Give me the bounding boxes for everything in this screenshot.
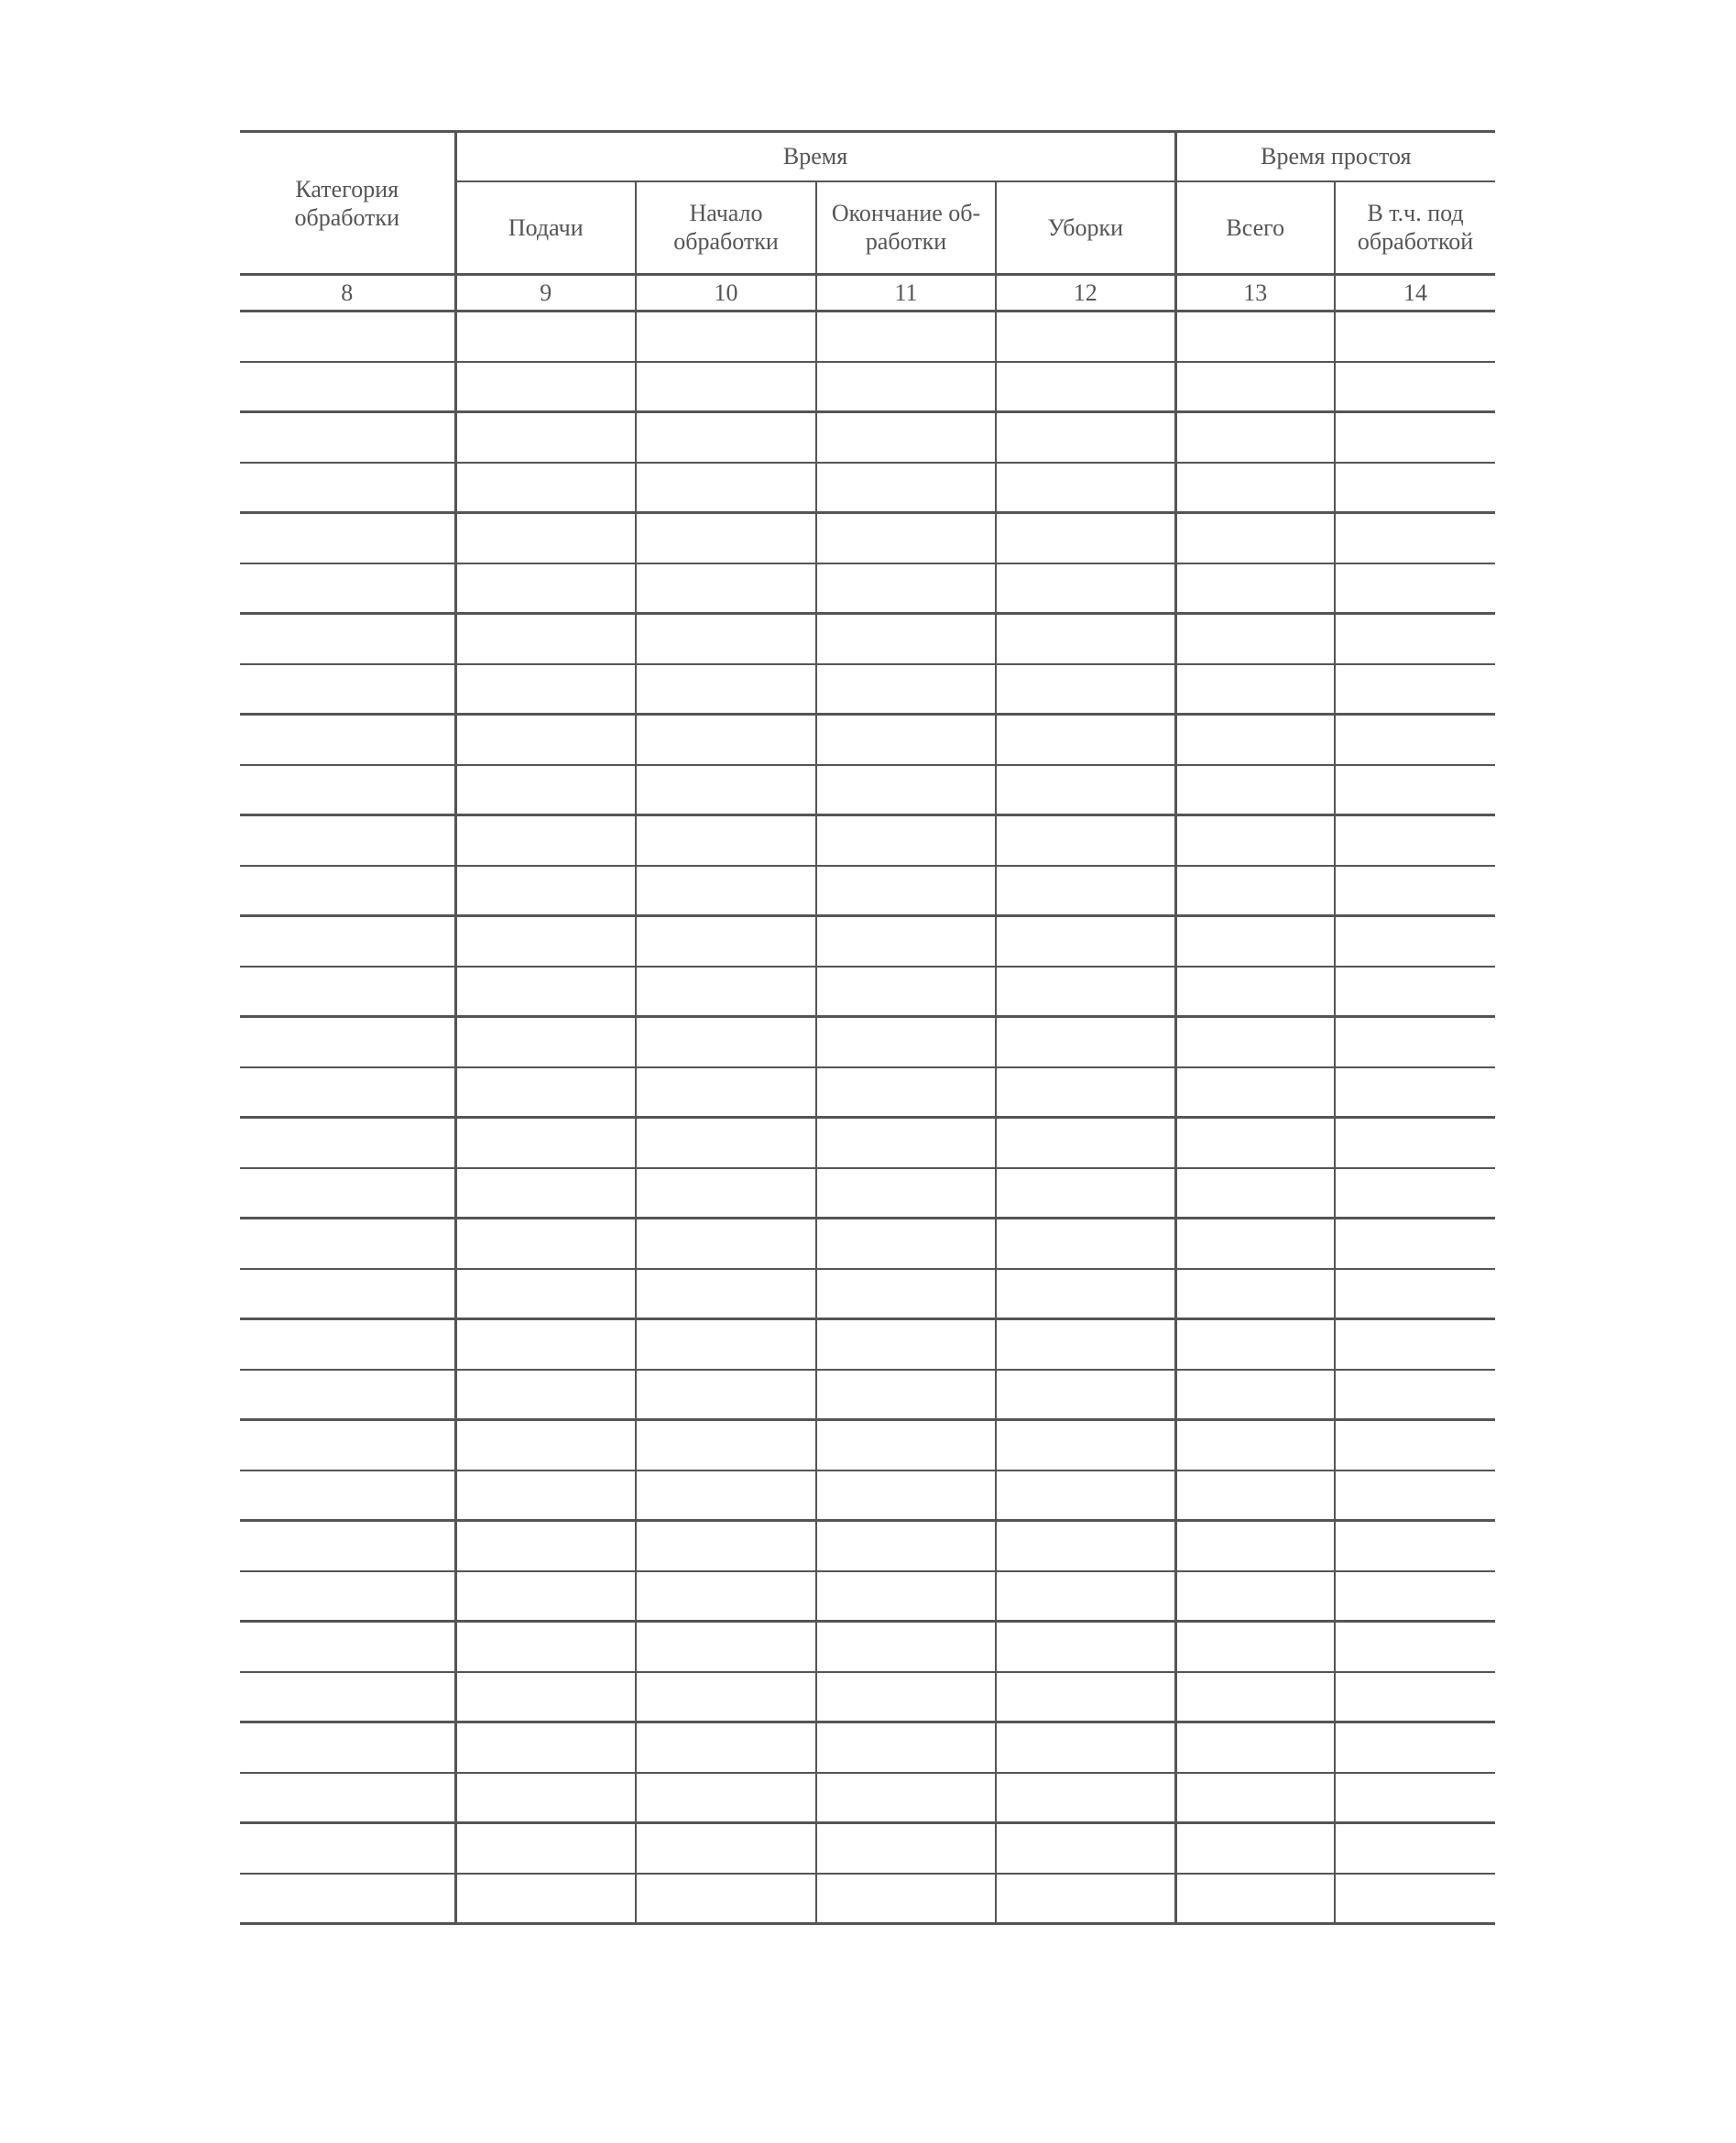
table-cell[interactable] bbox=[636, 1067, 816, 1118]
table-cell[interactable] bbox=[636, 1773, 816, 1823]
table-cell[interactable] bbox=[1335, 1319, 1495, 1370]
table-cell[interactable] bbox=[240, 563, 455, 614]
table-cell[interactable] bbox=[996, 463, 1175, 513]
col-number: 10 bbox=[636, 275, 816, 312]
table-cell[interactable] bbox=[240, 715, 455, 765]
table-cell[interactable] bbox=[636, 1118, 816, 1168]
table-cell[interactable] bbox=[636, 1622, 816, 1672]
table-cell[interactable] bbox=[455, 1773, 636, 1823]
table-cell[interactable] bbox=[816, 1874, 996, 1924]
table-cell[interactable] bbox=[455, 513, 636, 563]
table-cell[interactable] bbox=[1335, 664, 1495, 715]
table-cell[interactable] bbox=[1175, 1017, 1335, 1067]
table-row bbox=[240, 1874, 1495, 1924]
table-cell[interactable] bbox=[1335, 1874, 1495, 1924]
col-number: 8 bbox=[240, 275, 455, 312]
col-header-start: Начало обработки bbox=[636, 181, 816, 275]
table-cell[interactable] bbox=[455, 463, 636, 513]
table-row bbox=[240, 1118, 1495, 1168]
table-cell[interactable] bbox=[636, 765, 816, 815]
table-cell[interactable] bbox=[996, 1773, 1175, 1823]
table-cell[interactable] bbox=[1335, 967, 1495, 1017]
table-cell[interactable] bbox=[240, 664, 455, 715]
table-row bbox=[240, 1622, 1495, 1672]
table-cell[interactable] bbox=[240, 312, 455, 362]
table-cell[interactable] bbox=[455, 967, 636, 1017]
table-cell[interactable] bbox=[1335, 1823, 1495, 1874]
table-cell[interactable] bbox=[455, 1874, 636, 1924]
table-cell[interactable] bbox=[240, 1269, 455, 1319]
table-body bbox=[240, 312, 1495, 1924]
table-cell[interactable] bbox=[816, 1571, 996, 1622]
table-cell[interactable] bbox=[1335, 312, 1495, 362]
table-cell[interactable] bbox=[1335, 765, 1495, 815]
table-row bbox=[240, 362, 1495, 412]
table-cell[interactable] bbox=[996, 664, 1175, 715]
table-cell[interactable] bbox=[1335, 866, 1495, 916]
table-cell[interactable] bbox=[1175, 1219, 1335, 1269]
table-cell[interactable] bbox=[996, 815, 1175, 866]
table-cell[interactable] bbox=[240, 362, 455, 412]
table-cell[interactable] bbox=[240, 614, 455, 664]
table-cell[interactable] bbox=[636, 312, 816, 362]
table-cell[interactable] bbox=[816, 1219, 996, 1269]
table-cell[interactable] bbox=[816, 866, 996, 916]
table-row bbox=[240, 1017, 1495, 1067]
table-cell[interactable] bbox=[1175, 1874, 1335, 1924]
table-cell[interactable] bbox=[996, 1269, 1175, 1319]
table-cell[interactable] bbox=[1175, 1420, 1335, 1471]
table-cell[interactable] bbox=[816, 1370, 996, 1420]
table-cell[interactable] bbox=[1175, 967, 1335, 1017]
table-cell[interactable] bbox=[816, 513, 996, 563]
table-cell[interactable] bbox=[816, 563, 996, 614]
table-cell[interactable] bbox=[1335, 1471, 1495, 1521]
table-cell[interactable] bbox=[455, 312, 636, 362]
table-cell[interactable] bbox=[636, 614, 816, 664]
table-cell[interactable] bbox=[1175, 1370, 1335, 1420]
table-cell[interactable] bbox=[636, 1722, 816, 1773]
table-cell[interactable] bbox=[455, 1471, 636, 1521]
table-cell[interactable] bbox=[1335, 1622, 1495, 1672]
table-cell[interactable] bbox=[816, 1319, 996, 1370]
category-header: Категория обработки bbox=[240, 132, 455, 275]
time-group-header: Время bbox=[455, 132, 1175, 181]
table-cell[interactable] bbox=[1175, 1168, 1335, 1219]
table-cell[interactable] bbox=[240, 1722, 455, 1773]
table-cell[interactable] bbox=[1175, 1823, 1335, 1874]
table-cell[interactable] bbox=[996, 1874, 1175, 1924]
table-cell[interactable] bbox=[455, 1017, 636, 1067]
table-cell[interactable] bbox=[996, 916, 1175, 967]
table-cell[interactable] bbox=[240, 1773, 455, 1823]
table-cell[interactable] bbox=[636, 1672, 816, 1722]
table-cell[interactable] bbox=[1335, 362, 1495, 412]
table-cell[interactable] bbox=[996, 1672, 1175, 1722]
table-cell[interactable] bbox=[1175, 1067, 1335, 1118]
table-cell[interactable] bbox=[816, 1269, 996, 1319]
table-cell[interactable] bbox=[816, 715, 996, 765]
table-cell[interactable] bbox=[996, 967, 1175, 1017]
table-cell[interactable] bbox=[240, 916, 455, 967]
table-cell[interactable] bbox=[240, 1420, 455, 1471]
table-cell[interactable] bbox=[455, 715, 636, 765]
table-cell[interactable] bbox=[1335, 1722, 1495, 1773]
processing-time-table bbox=[240, 130, 1495, 1925]
table-cell[interactable] bbox=[1335, 916, 1495, 967]
table-cell[interactable] bbox=[240, 1067, 455, 1118]
table-cell[interactable] bbox=[636, 362, 816, 412]
table-cell[interactable] bbox=[636, 1571, 816, 1622]
table-row bbox=[240, 664, 1495, 715]
table-cell[interactable] bbox=[455, 1370, 636, 1420]
table-cell[interactable] bbox=[1175, 1471, 1335, 1521]
table-cell[interactable] bbox=[1335, 463, 1495, 513]
table-cell[interactable] bbox=[996, 765, 1175, 815]
table-row bbox=[240, 614, 1495, 664]
table-cell[interactable] bbox=[1335, 1571, 1495, 1622]
table-cell[interactable] bbox=[455, 1269, 636, 1319]
table-row bbox=[240, 1521, 1495, 1571]
table-cell[interactable] bbox=[240, 1017, 455, 1067]
table-cell[interactable] bbox=[996, 1471, 1175, 1521]
table-cell[interactable] bbox=[1335, 715, 1495, 765]
table-cell[interactable] bbox=[455, 1571, 636, 1622]
table-cell[interactable] bbox=[636, 463, 816, 513]
table-cell[interactable] bbox=[636, 1874, 816, 1924]
table-cell[interactable] bbox=[1175, 563, 1335, 614]
table-cell[interactable] bbox=[996, 1571, 1175, 1622]
table-cell[interactable] bbox=[816, 967, 996, 1017]
table-cell[interactable] bbox=[240, 1471, 455, 1521]
table-row bbox=[240, 715, 1495, 765]
table-cell[interactable] bbox=[636, 412, 816, 463]
table-cell[interactable] bbox=[455, 815, 636, 866]
table-cell[interactable] bbox=[816, 463, 996, 513]
table-cell[interactable] bbox=[816, 312, 996, 362]
table-cell[interactable] bbox=[1335, 1168, 1495, 1219]
table-cell[interactable] bbox=[636, 967, 816, 1017]
table-cell[interactable] bbox=[1335, 513, 1495, 563]
table-cell[interactable] bbox=[455, 1521, 636, 1571]
table-row bbox=[240, 513, 1495, 563]
table-cell[interactable] bbox=[996, 1219, 1175, 1269]
table-cell[interactable] bbox=[240, 765, 455, 815]
table-cell[interactable] bbox=[996, 412, 1175, 463]
table-cell[interactable] bbox=[1175, 513, 1335, 563]
col-number: 14 bbox=[1335, 275, 1495, 312]
table-cell[interactable] bbox=[996, 715, 1175, 765]
table-cell[interactable] bbox=[816, 412, 996, 463]
table-cell[interactable] bbox=[996, 1168, 1175, 1219]
table-cell[interactable] bbox=[1335, 1219, 1495, 1269]
col-header-total: Всего bbox=[1175, 181, 1335, 275]
table-cell[interactable] bbox=[636, 1823, 816, 1874]
table-cell[interactable] bbox=[816, 1521, 996, 1571]
table-cell[interactable] bbox=[996, 1722, 1175, 1773]
table-cell[interactable] bbox=[240, 1571, 455, 1622]
table-cell[interactable] bbox=[240, 1521, 455, 1571]
table-cell[interactable] bbox=[1175, 614, 1335, 664]
table-cell[interactable] bbox=[455, 664, 636, 715]
table-cell[interactable] bbox=[240, 513, 455, 563]
table-cell[interactable] bbox=[1175, 916, 1335, 967]
table-cell[interactable] bbox=[240, 412, 455, 463]
table-cell[interactable] bbox=[1175, 412, 1335, 463]
table-cell[interactable] bbox=[636, 1168, 816, 1219]
table-cell[interactable] bbox=[455, 1219, 636, 1269]
table-cell[interactable] bbox=[636, 1521, 816, 1571]
table-cell[interactable] bbox=[455, 866, 636, 916]
table-row bbox=[240, 1571, 1495, 1622]
table-cell[interactable] bbox=[816, 1017, 996, 1067]
table-cell[interactable] bbox=[455, 1319, 636, 1370]
table-cell[interactable] bbox=[816, 614, 996, 664]
table-cell[interactable] bbox=[455, 1420, 636, 1471]
table-cell[interactable] bbox=[455, 1118, 636, 1168]
table-cell[interactable] bbox=[455, 563, 636, 614]
table-cell[interactable] bbox=[636, 1370, 816, 1420]
table-cell[interactable] bbox=[816, 1672, 996, 1722]
table-cell[interactable] bbox=[636, 815, 816, 866]
table-cell[interactable] bbox=[1175, 1118, 1335, 1168]
table-cell[interactable] bbox=[816, 1118, 996, 1168]
col-number: 13 bbox=[1175, 275, 1335, 312]
table-cell[interactable] bbox=[455, 1067, 636, 1118]
table-cell[interactable] bbox=[816, 1722, 996, 1773]
table-cell[interactable] bbox=[996, 362, 1175, 412]
table-cell[interactable] bbox=[240, 1118, 455, 1168]
table-cell[interactable] bbox=[455, 1823, 636, 1874]
table-cell[interactable] bbox=[636, 715, 816, 765]
table-row bbox=[240, 815, 1495, 866]
col-number: 12 bbox=[996, 275, 1175, 312]
table-cell[interactable] bbox=[996, 563, 1175, 614]
table-cell[interactable] bbox=[636, 1471, 816, 1521]
table-cell[interactable] bbox=[816, 1420, 996, 1471]
table-cell[interactable] bbox=[240, 866, 455, 916]
table-row bbox=[240, 1370, 1495, 1420]
table-cell[interactable] bbox=[1335, 1118, 1495, 1168]
table-row bbox=[240, 1219, 1495, 1269]
table-cell[interactable] bbox=[816, 765, 996, 815]
table-cell[interactable] bbox=[455, 1672, 636, 1722]
table-cell[interactable] bbox=[455, 1722, 636, 1773]
col-number: 11 bbox=[816, 275, 996, 312]
table-cell[interactable] bbox=[996, 1067, 1175, 1118]
table-row bbox=[240, 312, 1495, 362]
table-cell[interactable] bbox=[1335, 1370, 1495, 1420]
table-cell[interactable] bbox=[240, 967, 455, 1017]
table-cell[interactable] bbox=[455, 362, 636, 412]
table-cell[interactable] bbox=[636, 563, 816, 614]
table-cell[interactable] bbox=[1175, 815, 1335, 866]
table-cell[interactable] bbox=[1175, 765, 1335, 815]
table-cell[interactable] bbox=[636, 916, 816, 967]
table-cell[interactable] bbox=[996, 1370, 1175, 1420]
table-cell[interactable] bbox=[455, 1622, 636, 1672]
col-header-under-processing: В т.ч. под обработкой bbox=[1335, 181, 1495, 275]
table-row bbox=[240, 412, 1495, 463]
table-cell[interactable] bbox=[996, 1823, 1175, 1874]
table-row bbox=[240, 1269, 1495, 1319]
table-cell[interactable] bbox=[816, 1168, 996, 1219]
table-cell[interactable] bbox=[1175, 866, 1335, 916]
table-cell[interactable] bbox=[1335, 1521, 1495, 1571]
table-cell[interactable] bbox=[455, 412, 636, 463]
table-cell[interactable] bbox=[816, 1067, 996, 1118]
table-cell[interactable] bbox=[1175, 362, 1335, 412]
table-cell[interactable] bbox=[636, 1219, 816, 1269]
table-cell[interactable] bbox=[636, 866, 816, 916]
table-cell[interactable] bbox=[1335, 1773, 1495, 1823]
table-cell[interactable] bbox=[1175, 715, 1335, 765]
table-cell[interactable] bbox=[1175, 1521, 1335, 1571]
table-cell[interactable] bbox=[636, 1319, 816, 1370]
table-cell[interactable] bbox=[636, 664, 816, 715]
table-cell[interactable] bbox=[240, 463, 455, 513]
table-cell[interactable] bbox=[1335, 412, 1495, 463]
table-row bbox=[240, 1672, 1495, 1722]
table-row bbox=[240, 967, 1495, 1017]
table-cell[interactable] bbox=[816, 916, 996, 967]
col-header-cleaning: Уборки bbox=[996, 181, 1175, 275]
table-row bbox=[240, 1471, 1495, 1521]
col-number: 9 bbox=[455, 275, 636, 312]
table-cell[interactable] bbox=[996, 1118, 1175, 1168]
table-cell[interactable] bbox=[1335, 1067, 1495, 1118]
table-cell[interactable] bbox=[1335, 1017, 1495, 1067]
table-cell[interactable] bbox=[240, 1823, 455, 1874]
table-row bbox=[240, 463, 1495, 513]
table-cell[interactable] bbox=[1335, 1269, 1495, 1319]
table-cell[interactable] bbox=[996, 614, 1175, 664]
table-cell[interactable] bbox=[1175, 312, 1335, 362]
table-cell[interactable] bbox=[636, 1269, 816, 1319]
table-cell[interactable] bbox=[996, 1017, 1175, 1067]
table-cell[interactable] bbox=[1175, 1672, 1335, 1722]
table-cell[interactable] bbox=[816, 815, 996, 866]
table-cell[interactable] bbox=[240, 1370, 455, 1420]
downtime-group-header: Время простоя bbox=[1175, 132, 1495, 181]
table-cell[interactable] bbox=[240, 1219, 455, 1269]
table-cell[interactable] bbox=[1335, 563, 1495, 614]
table-cell[interactable] bbox=[816, 1773, 996, 1823]
table-cell[interactable] bbox=[240, 815, 455, 866]
col-header-end: Окончание об-работки bbox=[816, 181, 996, 275]
table-cell[interactable] bbox=[455, 765, 636, 815]
table-cell[interactable] bbox=[636, 1017, 816, 1067]
table-cell[interactable] bbox=[816, 664, 996, 715]
table-cell[interactable] bbox=[996, 866, 1175, 916]
table-row bbox=[240, 765, 1495, 815]
table-cell[interactable] bbox=[240, 1874, 455, 1924]
table-cell[interactable] bbox=[240, 1168, 455, 1219]
table-cell[interactable] bbox=[636, 513, 816, 563]
table-cell[interactable] bbox=[1335, 815, 1495, 866]
table-cell[interactable] bbox=[1175, 463, 1335, 513]
table-cell[interactable] bbox=[996, 312, 1175, 362]
table-cell[interactable] bbox=[1175, 1622, 1335, 1672]
col-header-supply: Подачи bbox=[455, 181, 636, 275]
table-row bbox=[240, 1823, 1495, 1874]
table-cell[interactable] bbox=[1175, 1319, 1335, 1370]
table-cell[interactable] bbox=[1175, 1269, 1335, 1319]
table-row bbox=[240, 1319, 1495, 1370]
table-cell[interactable] bbox=[1335, 1672, 1495, 1722]
table-cell[interactable] bbox=[455, 916, 636, 967]
table-cell[interactable] bbox=[1175, 1773, 1335, 1823]
table-cell[interactable] bbox=[240, 1672, 455, 1722]
table-cell[interactable] bbox=[816, 362, 996, 412]
table-cell[interactable] bbox=[996, 1622, 1175, 1672]
table-cell[interactable] bbox=[1335, 614, 1495, 664]
table-cell[interactable] bbox=[1335, 1420, 1495, 1471]
table-cell[interactable] bbox=[240, 1622, 455, 1672]
table-cell[interactable] bbox=[240, 1319, 455, 1370]
table-cell[interactable] bbox=[996, 1420, 1175, 1471]
table-cell[interactable] bbox=[455, 1168, 636, 1219]
table-cell[interactable] bbox=[996, 1521, 1175, 1571]
table-row bbox=[240, 1722, 1495, 1773]
table-row bbox=[240, 1067, 1495, 1118]
table-cell[interactable] bbox=[996, 513, 1175, 563]
table-row bbox=[240, 1420, 1495, 1471]
table-cell[interactable] bbox=[636, 1420, 816, 1471]
table-cell[interactable] bbox=[455, 614, 636, 664]
table-cell[interactable] bbox=[816, 1823, 996, 1874]
table-row bbox=[240, 563, 1495, 614]
table-row bbox=[240, 866, 1495, 916]
table-cell[interactable] bbox=[816, 1471, 996, 1521]
table-cell[interactable] bbox=[996, 1319, 1175, 1370]
table-row bbox=[240, 916, 1495, 967]
table-cell[interactable] bbox=[1175, 1571, 1335, 1622]
table-cell[interactable] bbox=[1175, 1722, 1335, 1773]
table-row bbox=[240, 1168, 1495, 1219]
table-cell[interactable] bbox=[816, 1622, 996, 1672]
table-cell[interactable] bbox=[1175, 664, 1335, 715]
table-row bbox=[240, 1773, 1495, 1823]
